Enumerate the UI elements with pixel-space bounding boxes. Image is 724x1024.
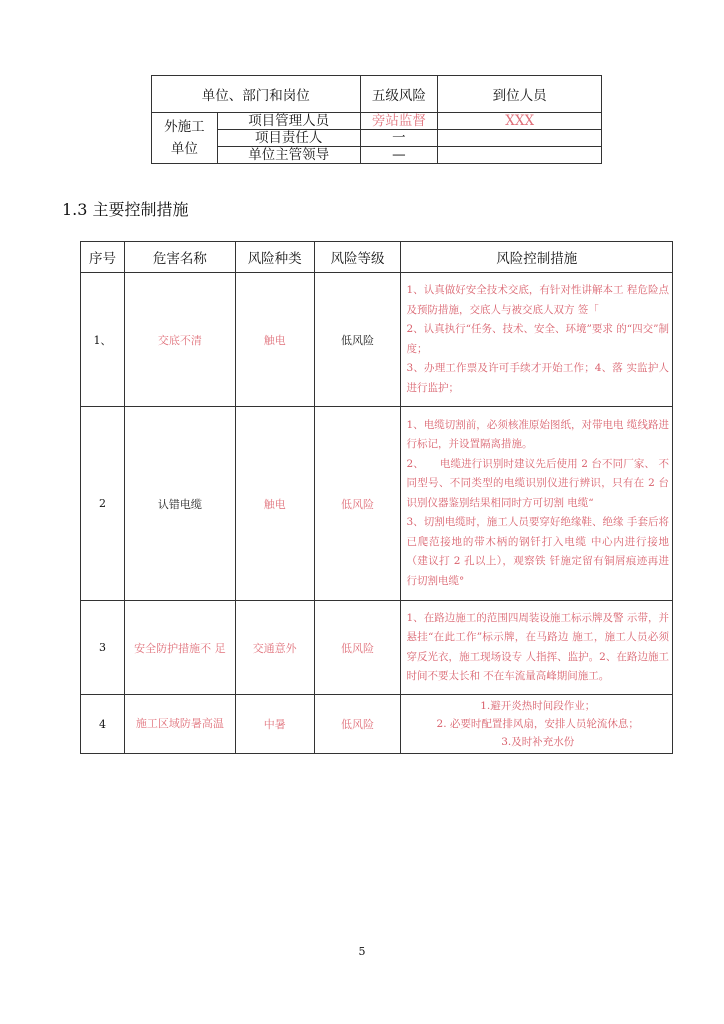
control-measures xyxy=(401,407,673,601)
table-row xyxy=(81,273,673,407)
measure-item: 2、认真执行“任务、技术、安全、环境”要求 的“四交”制度； xyxy=(406,323,669,355)
header-cell: 风险等级 xyxy=(314,242,401,273)
risk-cell: — xyxy=(360,147,438,164)
risk-level: 低风险 xyxy=(314,273,401,407)
table-row xyxy=(81,695,673,754)
header-cell: 单位、部门和岗位 xyxy=(152,76,361,113)
measure-item: 1、在路边施工的范围四周装设施工标示牌及警 示带，并悬挂“在此工作”标示牌，在马路边 施工，施工人员必须穿反光衣，施工现场设专 人指挥、监护。2、在路边施工时间不要太长和 不在车流量高峰期间施工。 xyxy=(406,611,669,682)
risk-type: 触电 xyxy=(235,407,314,601)
role-cell: 单位主管领导 xyxy=(217,147,360,164)
table-header-row xyxy=(81,242,673,273)
position-risk-table xyxy=(151,75,602,164)
table-row xyxy=(152,147,602,164)
page-number: 5 xyxy=(358,945,366,958)
group-label: 外施工 单位 xyxy=(152,113,218,164)
row-number: 3 xyxy=(81,601,125,695)
risk-type: 交通意外 xyxy=(235,601,314,695)
header-cell: 到位人员 xyxy=(438,76,602,113)
row-number: 2 xyxy=(81,407,125,601)
measure-item: 2. 必要时配置排风扇，安排人员轮流休息； xyxy=(436,718,639,730)
control-measures xyxy=(401,273,673,407)
measure-item: 3.及时补充水份 xyxy=(501,736,575,748)
control-measures xyxy=(401,695,673,754)
risk-type: 中暑 xyxy=(235,695,314,754)
row-number: 4 xyxy=(81,695,125,754)
risk-level: 低风险 xyxy=(314,601,401,695)
risk-cell: 旁站监督 xyxy=(360,113,438,130)
risk-level: 低风险 xyxy=(314,695,401,754)
header-cell: 危害名称 xyxy=(124,242,235,273)
hazard-name: 交底不清 xyxy=(124,273,235,407)
table-row xyxy=(81,407,673,601)
table-header-row xyxy=(152,76,602,113)
role-cell: 项目管理人员 xyxy=(217,113,360,130)
table-row xyxy=(81,601,673,695)
measure-item: 2、 电缆进行识别时建议先后使用 2 台不同厂家、 不同型号、不同类型的电缆识别仪进行辨识，只有在 2 台识别仪器鉴别结果相同时方可切割 电缆“ xyxy=(406,457,669,509)
section-heading: 1.3 主要控制措施 xyxy=(62,200,189,219)
measure-item: 3、办理工作票及许可手续才开始工作；4、落 实监护人进行监护； xyxy=(406,362,669,394)
measure-item: 1.避开炎热时间段作业； xyxy=(480,700,596,712)
role-cell: 项目责任人 xyxy=(217,130,360,147)
header-cell: 五级风险 xyxy=(360,76,438,113)
risk-level: 低风险 xyxy=(314,407,401,601)
risk-type: 触电 xyxy=(235,273,314,407)
measure-item: 1、电缆切割前，必须核准原始图纸，对带电电 缆线路进行标记，并设置隔离措施。 xyxy=(406,418,669,451)
measure-item: 1、认真做好安全技术交底，有针对性讲解本工 程危险点及预防措施，交底人与被交底人双方 签「 xyxy=(406,284,669,316)
table-row xyxy=(152,130,602,147)
risk-cell: 一 xyxy=(360,130,438,147)
person-cell xyxy=(438,130,602,147)
hazard-name: 认错电缆 xyxy=(124,407,235,601)
risk-control-table xyxy=(80,241,673,754)
hazard-name: 安全防护措施不 足 xyxy=(124,601,235,695)
table-row xyxy=(152,113,602,130)
control-measures xyxy=(401,601,673,695)
person-cell xyxy=(438,147,602,164)
row-number: 1、 xyxy=(81,273,125,407)
hazard-name: 施工区域防暑高温 xyxy=(124,695,235,754)
person-cell: XXX xyxy=(438,113,602,130)
measure-item: 3、切割电缆时，施工人员要穿好绝缘鞋、绝缘 手套后将已爬范接地的带木柄的钢钎打入电缆 中心内进行接地（建议打 2 孔以上），观察铁 钎施定留有铜屑痕迹再进行切割电缆° xyxy=(406,516,669,587)
header-cell: 风险种类 xyxy=(235,242,314,273)
header-cell: 风险控制措施 xyxy=(401,242,673,273)
header-cell: 序号 xyxy=(81,242,125,273)
